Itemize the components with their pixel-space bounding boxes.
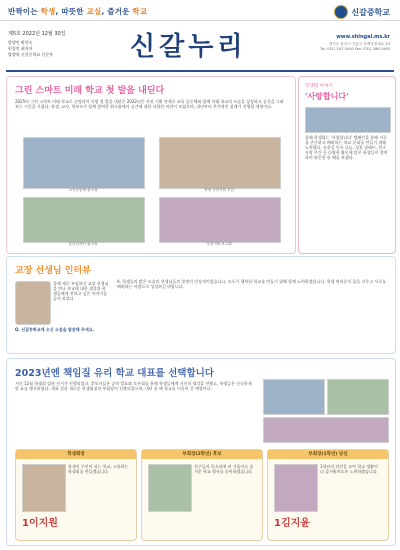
contact-line: Tel. 031) 547-5000 Fax. 031) 286-1965 bbox=[320, 47, 390, 51]
website: www.shingal.ms.kr bbox=[336, 34, 390, 40]
publisher-info bbox=[8, 40, 53, 58]
article-title: 교장 선생님 인터뷰 bbox=[15, 266, 91, 276]
masthead-rule bbox=[6, 70, 394, 72]
article-photo bbox=[327, 379, 389, 415]
candidate-name: 김지윤 bbox=[280, 518, 310, 529]
issue-number: 제5호 2022년 12월 30일 bbox=[8, 31, 66, 37]
card-label: 부회장(2학년) 후보 bbox=[142, 450, 262, 459]
candidate-card bbox=[15, 449, 137, 541]
interview-body: A. 학생들의 밝은 모습과 선생님들의 열정이 인상적이었습니다. 모두가 행복한 학교를 만들기 위해 함께 노력하겠습니다. 학생 여러분이 꿈을 키우고 서로를 배려하는 사람으로 성장하길 바랍니다. bbox=[117, 279, 386, 289]
issuer: 발행처 신갈중학교 신문부 bbox=[8, 52, 54, 57]
card-label: 부회장(1학년) 당선 bbox=[268, 450, 388, 459]
candidate-number: 1 bbox=[22, 518, 29, 529]
candidate-pledge: 친구들의 목소리에 귀 기울이고 즐거운 학교 행사를 준비하겠습니다. bbox=[194, 464, 254, 474]
photo-caption: 교육공동체 워크숍 bbox=[68, 188, 98, 192]
candidate-pledge: 1학년의 의견을 모아 학교 생활이 더 즐거워지도록 노력하겠습니다. bbox=[320, 464, 378, 474]
photo-caption: 사전기획 보고회 bbox=[206, 242, 232, 246]
article-election bbox=[6, 358, 396, 546]
address bbox=[300, 42, 390, 52]
candidate-card bbox=[141, 449, 263, 541]
slogan-text: , 따뜻한 bbox=[55, 7, 87, 16]
article-photo bbox=[23, 197, 145, 243]
slogan bbox=[8, 6, 147, 17]
article-title: 2023년엔 책임질 유리 학교 대표를 선택합니다 bbox=[15, 368, 214, 379]
publisher: 발행인 박한숙 bbox=[8, 40, 33, 45]
card-label: 학생회장 bbox=[16, 450, 136, 459]
article-photo bbox=[263, 417, 389, 443]
slogan-word-class: 교실 bbox=[86, 7, 102, 16]
candidate-pledge: 학생이 주인이 되는 학교, 소통하는 학생회를 만들겠습니다. bbox=[68, 464, 129, 474]
article-title: '사랑합니다' bbox=[305, 92, 349, 101]
candidate-number: 1 bbox=[274, 518, 281, 529]
article-body: 지난 12월 학생회 임원 선거가 진행되었다. 후보자들은 공약 발표와 토론회를 통해 학생들에게 자신의 생각을 전했고, 학생들은 신중하게 한 표를 행사하였다. 개표 결과 새로운 학생회장과 부회장이 선출되었으며, 내년 한 해 학교를 이끌어 갈 예정이다. bbox=[15, 381, 252, 391]
candidate-photo bbox=[274, 464, 318, 512]
article-student-council bbox=[298, 76, 396, 254]
principal-photo bbox=[15, 281, 51, 325]
photo-caption: 공간디자인 워크숍 bbox=[68, 242, 98, 246]
address-line: 경기도 용인시 기흥구 동백죽전대로 23 bbox=[328, 42, 390, 46]
slogan-word-school: 학교 bbox=[132, 7, 148, 16]
article-body: 2025년 그린 스마트 미래 학교로 선정되어 사업 첫 발을 내딛은 2022년은 사전 기획 단계로 교육 공동체와 함께 미래 학교의 모습을 상상하고 공간을 그려보는 시간을 가졌다. 학생, 교사, 학부모가 함께 참여한 워크숍에서 공간에 대한 다양한 의견이 모였으며, 내년부터 본격적인 설계가 진행될 예정이다. bbox=[15, 99, 284, 109]
interview-intro: 올해 새로 부임하신 교장 선생님을 만나 학교에 대한 생각과 학생들에게 전하고 싶은 이야기를 들어 보았다. bbox=[53, 281, 109, 301]
article-photo bbox=[159, 197, 281, 243]
school-name: 신갈중학교 bbox=[351, 7, 390, 17]
article-title: 그린 스마트 미래 학교 첫 발을 내딛다 bbox=[15, 86, 165, 96]
candidate-photo bbox=[22, 464, 66, 512]
photo-caption: 학생 사전기획 모임 bbox=[203, 188, 235, 192]
candidate-number-name bbox=[22, 514, 58, 529]
candidate-card bbox=[267, 449, 389, 541]
candidate-name: 이지원 bbox=[28, 518, 58, 529]
slogan-word-student: 학생 bbox=[40, 7, 56, 16]
interview-question: Q. 신갈중학교에 오신 소감을 말씀해 주세요. bbox=[15, 327, 95, 332]
article-photo bbox=[263, 379, 325, 415]
article-photo bbox=[23, 137, 145, 189]
article-photo bbox=[305, 107, 391, 133]
editor: 편집인 최지아 bbox=[8, 46, 33, 51]
article-principal-interview bbox=[6, 256, 396, 354]
article-photo bbox=[159, 137, 281, 189]
candidate-number-name bbox=[274, 514, 310, 529]
newspaper-title: 신갈누리 bbox=[130, 32, 247, 62]
top-divider bbox=[0, 20, 400, 21]
article-kicker: 학생회 이야기 bbox=[305, 84, 333, 89]
slogan-text: 반짝이는 bbox=[8, 7, 41, 16]
article-green-smart bbox=[6, 76, 296, 254]
slogan-text: , 즐거운 bbox=[101, 7, 133, 16]
article-body: 올해 학생회는 '사랑합니다' 캠페인을 통해 서로를 존중하고 배려하는 학교 문화를 만들기 위해 노력했다. 등굣길 인사 나눔, 칭찬 릴레이, 친구 사랑 주간 등 다양한 활동에 많은 학생들이 참여하며 따뜻한 한 해를 보냈다. bbox=[305, 135, 388, 160]
school-seal-icon bbox=[334, 5, 348, 19]
candidate-photo bbox=[148, 464, 192, 512]
school-logo bbox=[334, 5, 390, 19]
